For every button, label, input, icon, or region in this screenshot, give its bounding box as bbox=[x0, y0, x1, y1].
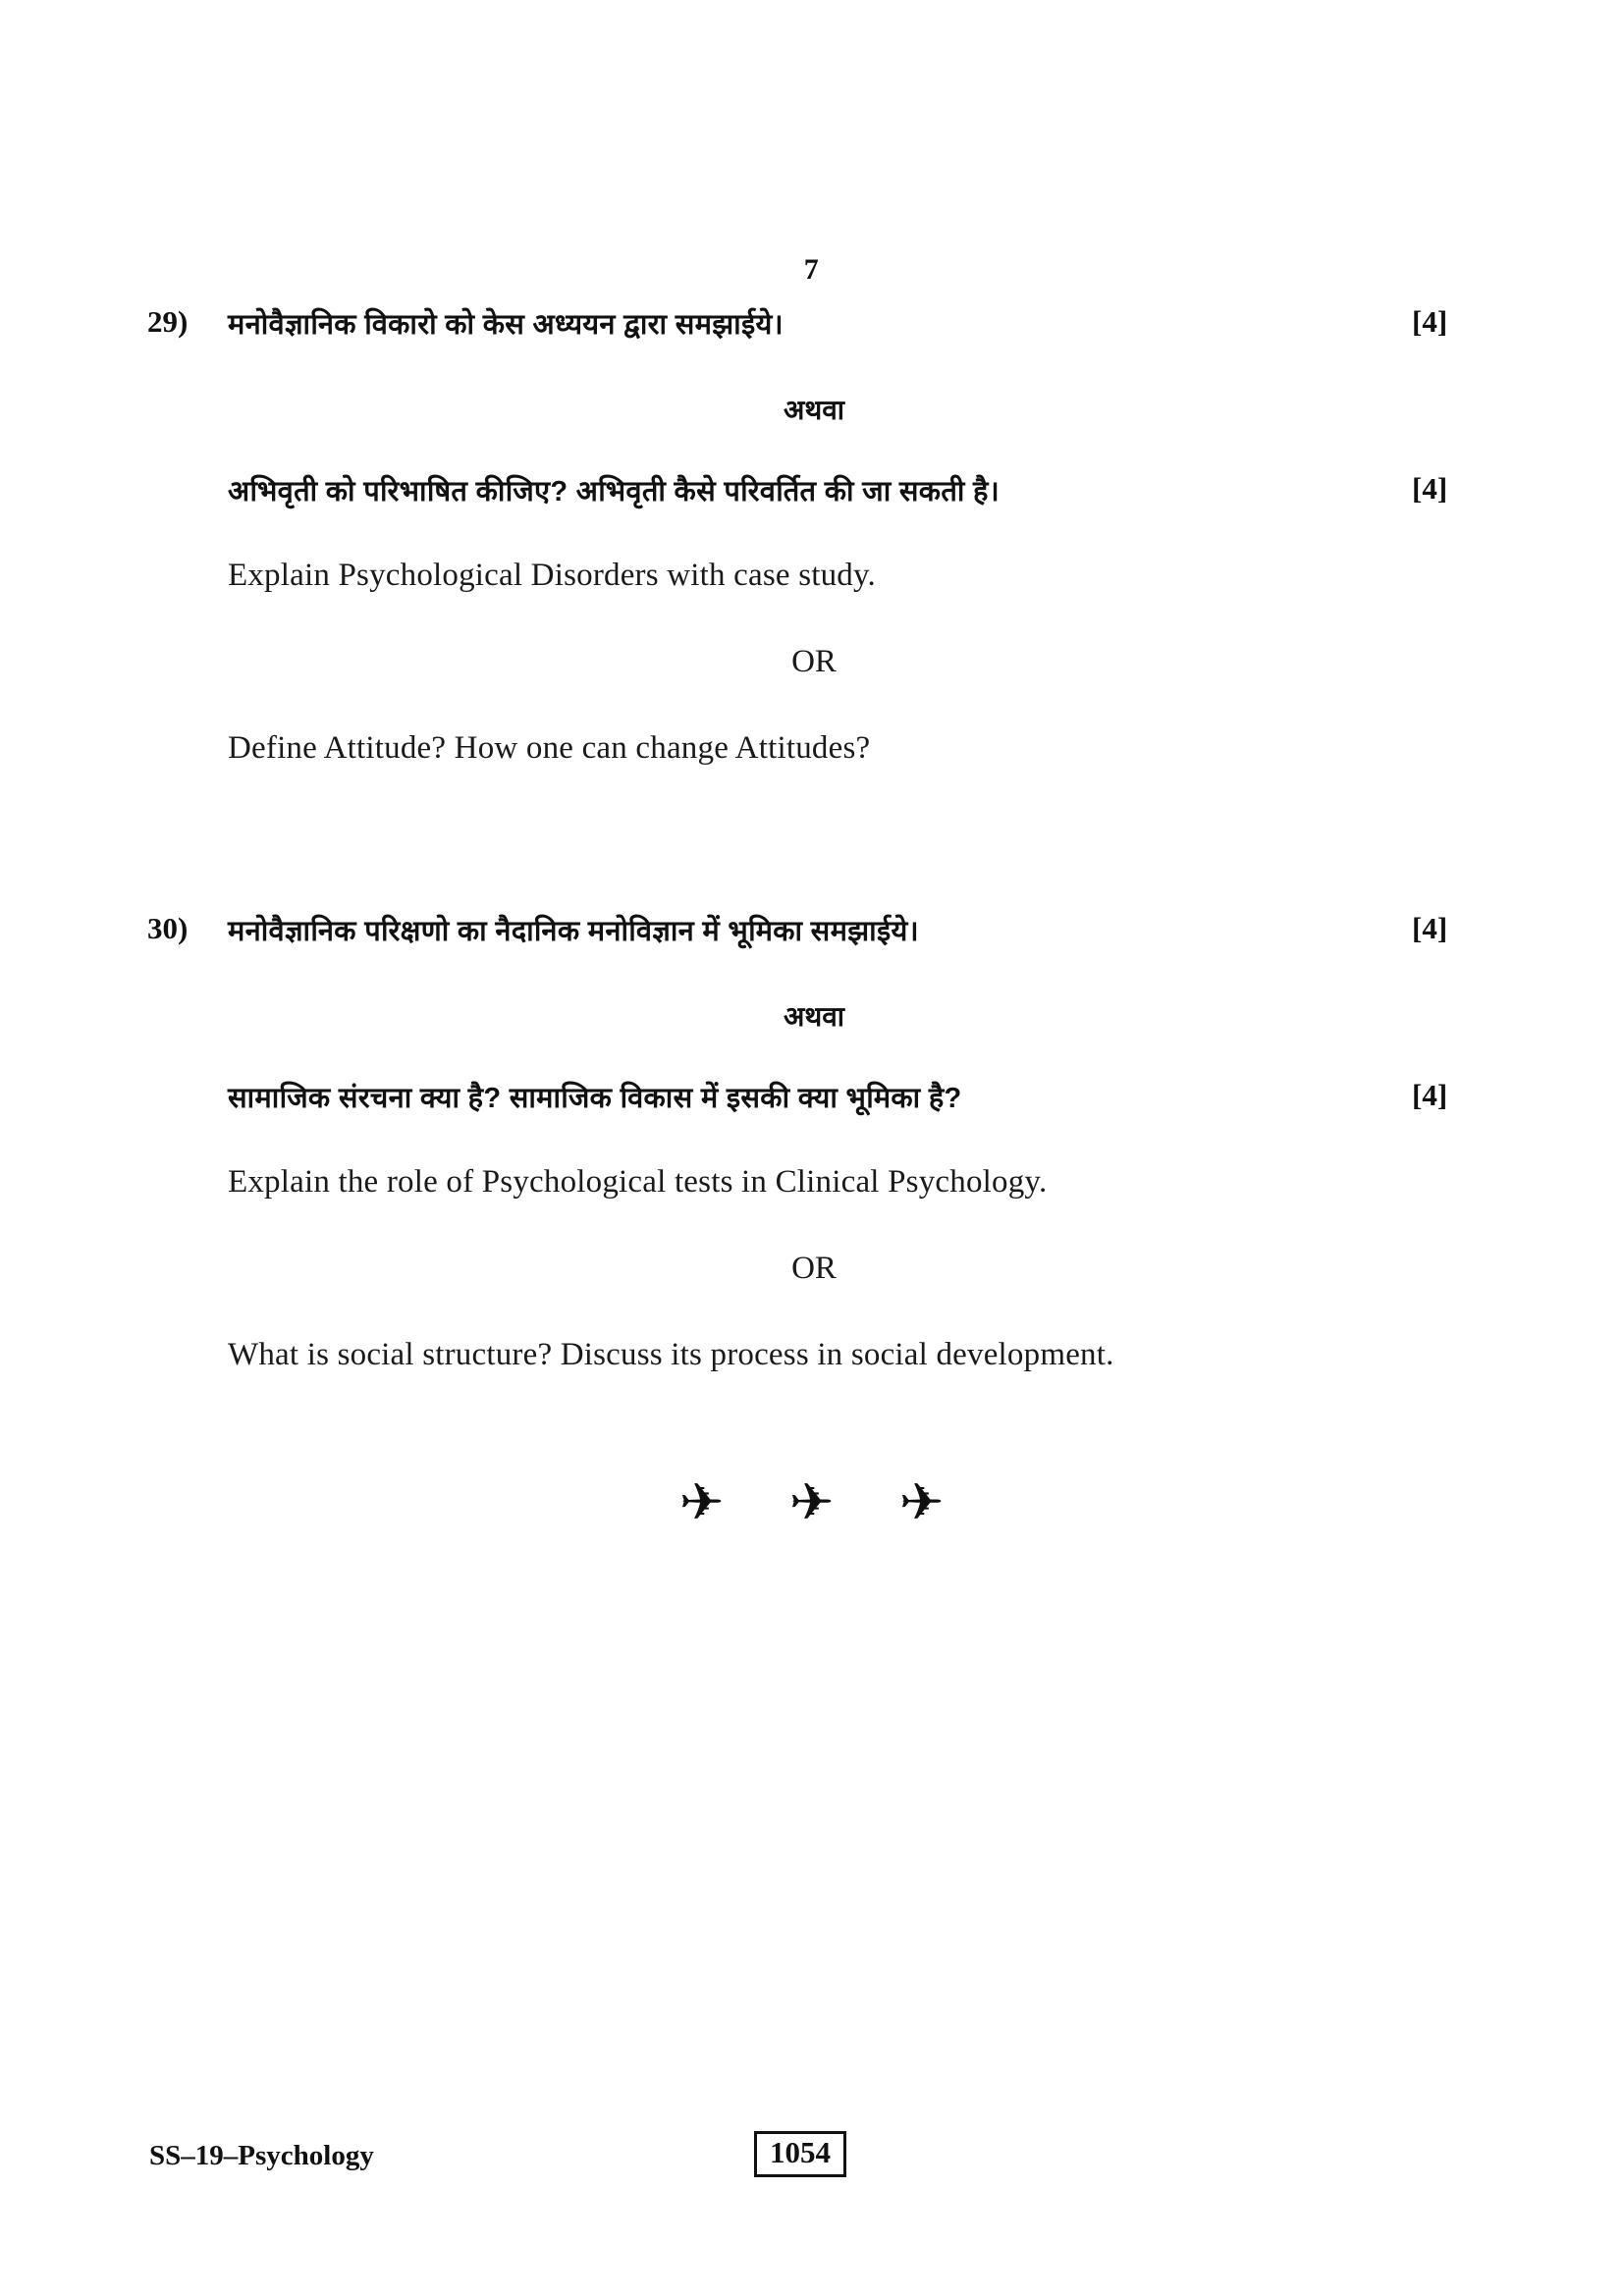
question-29-hindi-primary-row bbox=[0, 304, 1623, 349]
question-29-hindi-or-label: अथवा bbox=[783, 395, 845, 425]
question-30-hindi-or-label: अथवा bbox=[783, 1001, 845, 1032]
paper-code-box: 1054 bbox=[754, 2131, 846, 2177]
question-30-hindi-primary-text: मनोवैज्ञानिक परिक्षणो का नैदानिक मनोविज्ञान में भूमिका समझाईये। bbox=[228, 916, 919, 947]
question-29-hindi-primary-text: मनोवैज्ञानिक विकारो को केस अध्ययन द्वारा समझाईये। bbox=[228, 309, 784, 341]
question-29-english-or-label: OR bbox=[791, 644, 837, 679]
question-29-english-alternate-text: Define Attitude? How one can change Attitudes? bbox=[228, 730, 871, 766]
question-30-number: 30) bbox=[147, 911, 189, 945]
question-29-marks-alternate: [4] bbox=[1412, 471, 1448, 506]
question-30-marks-primary: [4] bbox=[1412, 911, 1448, 945]
question-30-english-or-label: OR bbox=[791, 1251, 837, 1286]
airplane-icon: ✈ bbox=[788, 1473, 835, 1532]
end-of-paper-marks bbox=[0, 1473, 1623, 1532]
airplane-icon: ✈ bbox=[898, 1473, 945, 1532]
page-number: 7 bbox=[803, 253, 820, 286]
question-29-hindi-alternate-text: अभिवृती को परिभाषित कीजिए? अभिवृती कैसे परिवर्तित की जा सकती है। bbox=[228, 476, 1001, 507]
question-30-hindi-primary-row bbox=[0, 911, 1623, 956]
page-footer bbox=[0, 2135, 1623, 2199]
question-30-hindi-alternate-text: सामाजिक संरचना क्या है? सामाजिक विकास में इसकी क्या भूमिका है? bbox=[228, 1083, 962, 1114]
question-30-english-primary-text: Explain the role of Psychological tests in Clinical Psychology. bbox=[228, 1164, 1048, 1200]
question-30-hindi-alternate-row bbox=[0, 1078, 1623, 1123]
airplane-icon: ✈ bbox=[678, 1473, 725, 1532]
question-30-english-alternate-text: What is social structure? Discuss its process in social development. bbox=[228, 1337, 1114, 1372]
subject-code-label: SS–19–Psychology bbox=[149, 2140, 374, 2171]
question-29-english-primary-text: Explain Psychological Disorders with case study. bbox=[228, 558, 877, 593]
question-29-marks-primary: [4] bbox=[1412, 304, 1448, 339]
question-30-marks-alternate: [4] bbox=[1412, 1078, 1448, 1112]
question-29-hindi-alternate-row bbox=[0, 471, 1623, 516]
question-29-number: 29) bbox=[147, 304, 189, 339]
question-block-30 bbox=[0, 911, 1623, 1372]
question-block-29 bbox=[0, 304, 1623, 766]
